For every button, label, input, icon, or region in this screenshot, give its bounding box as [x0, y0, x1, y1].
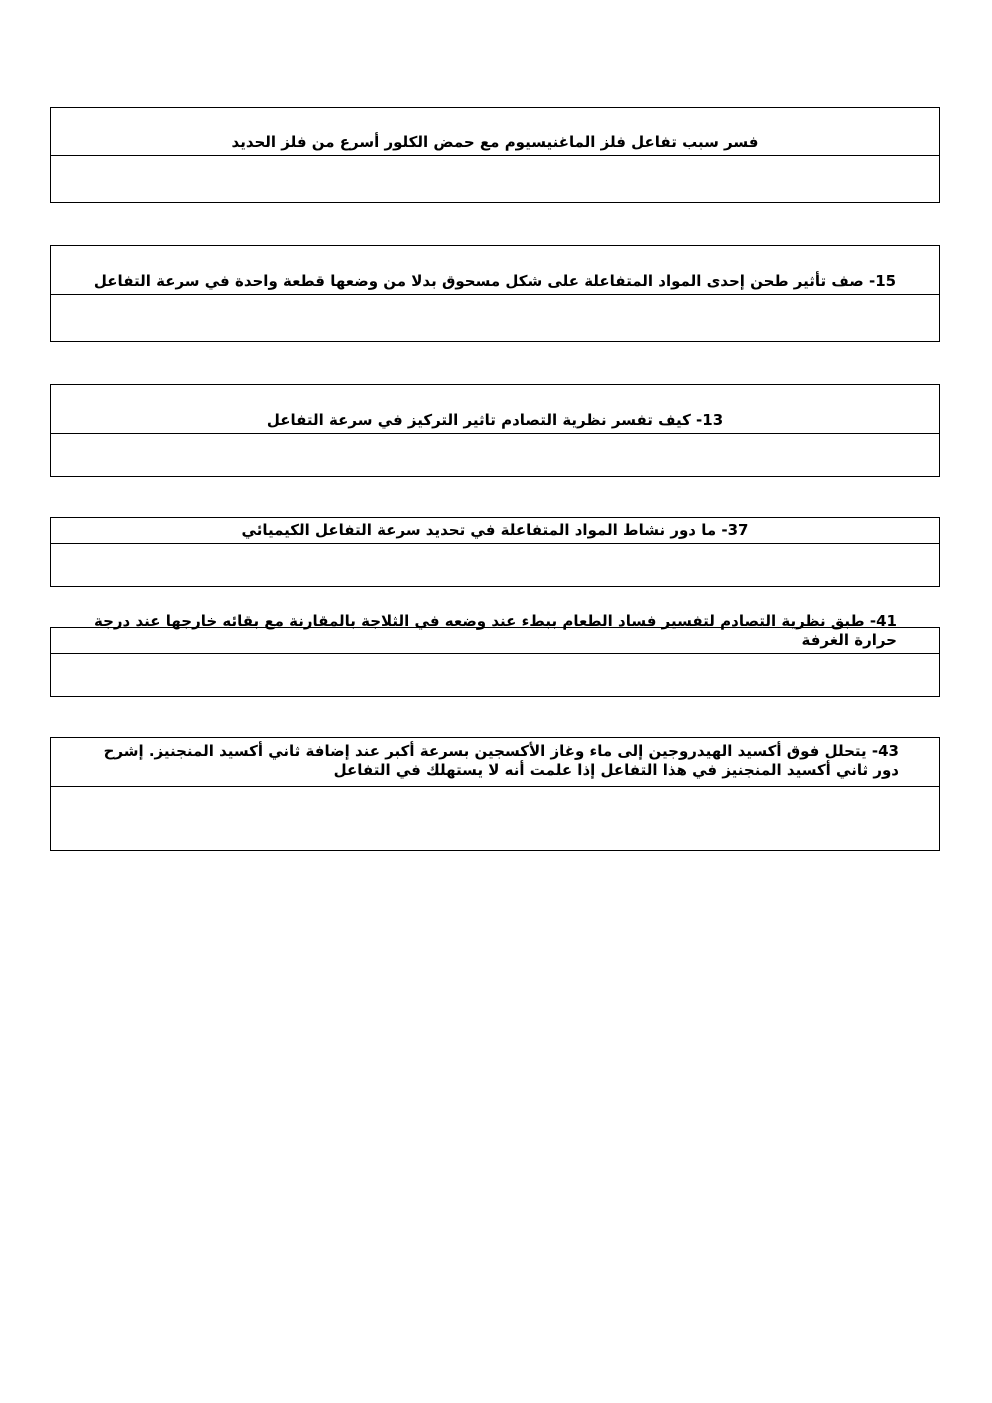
- answer-area[interactable]: [51, 787, 939, 850]
- answer-area[interactable]: [51, 544, 939, 586]
- question-text: 13- كيف تفسر نظرية التصادم تاثير التركيز في سرعة التفاعل: [51, 385, 939, 434]
- answer-area[interactable]: [51, 156, 939, 202]
- question-box-13: [50, 384, 940, 477]
- answer-area[interactable]: [51, 295, 939, 341]
- question-box-15: [50, 245, 940, 342]
- question-box-37: [50, 517, 940, 587]
- answer-area[interactable]: [51, 654, 939, 696]
- question-box-43: [50, 737, 940, 851]
- question-box-1: [50, 107, 940, 203]
- answer-area[interactable]: [51, 434, 939, 476]
- question-text: فسر سبب تفاعل فلز الماغنيسيوم مع حمض الكلور أسرع من فلز الحديد: [51, 108, 939, 156]
- question-text: 15- صف تأثير طحن إحدى المواد المتفاعلة على شكل مسحوق بدلا من وضعها قطعة واحدة في سرعة التفاعل: [51, 246, 939, 295]
- question-text: 43- يتحلل فوق أكسيد الهيدروجين إلى ماء وغاز الأكسجين بسرعة أكبر عند إضافة ثاني أكسيد المنجنيز. إشرح دور ثاني أكسيد المنجنيز في هذا التفاعل إذا علمت أنه لا يستهلك في التفاعل: [51, 738, 939, 787]
- question-text: 41- طبق نظرية التصادم لتفسير فساد الطعام ببطء عند وضعه في الثلاجة بالمقارنة مع بقائه خارجها عند درجة حرارة الغرفة: [51, 628, 939, 654]
- question-text: 37- ما دور نشاط المواد المتفاعلة في تحديد سرعة التفاعل الكيميائي: [51, 518, 939, 544]
- question-box-41: [50, 612, 940, 697]
